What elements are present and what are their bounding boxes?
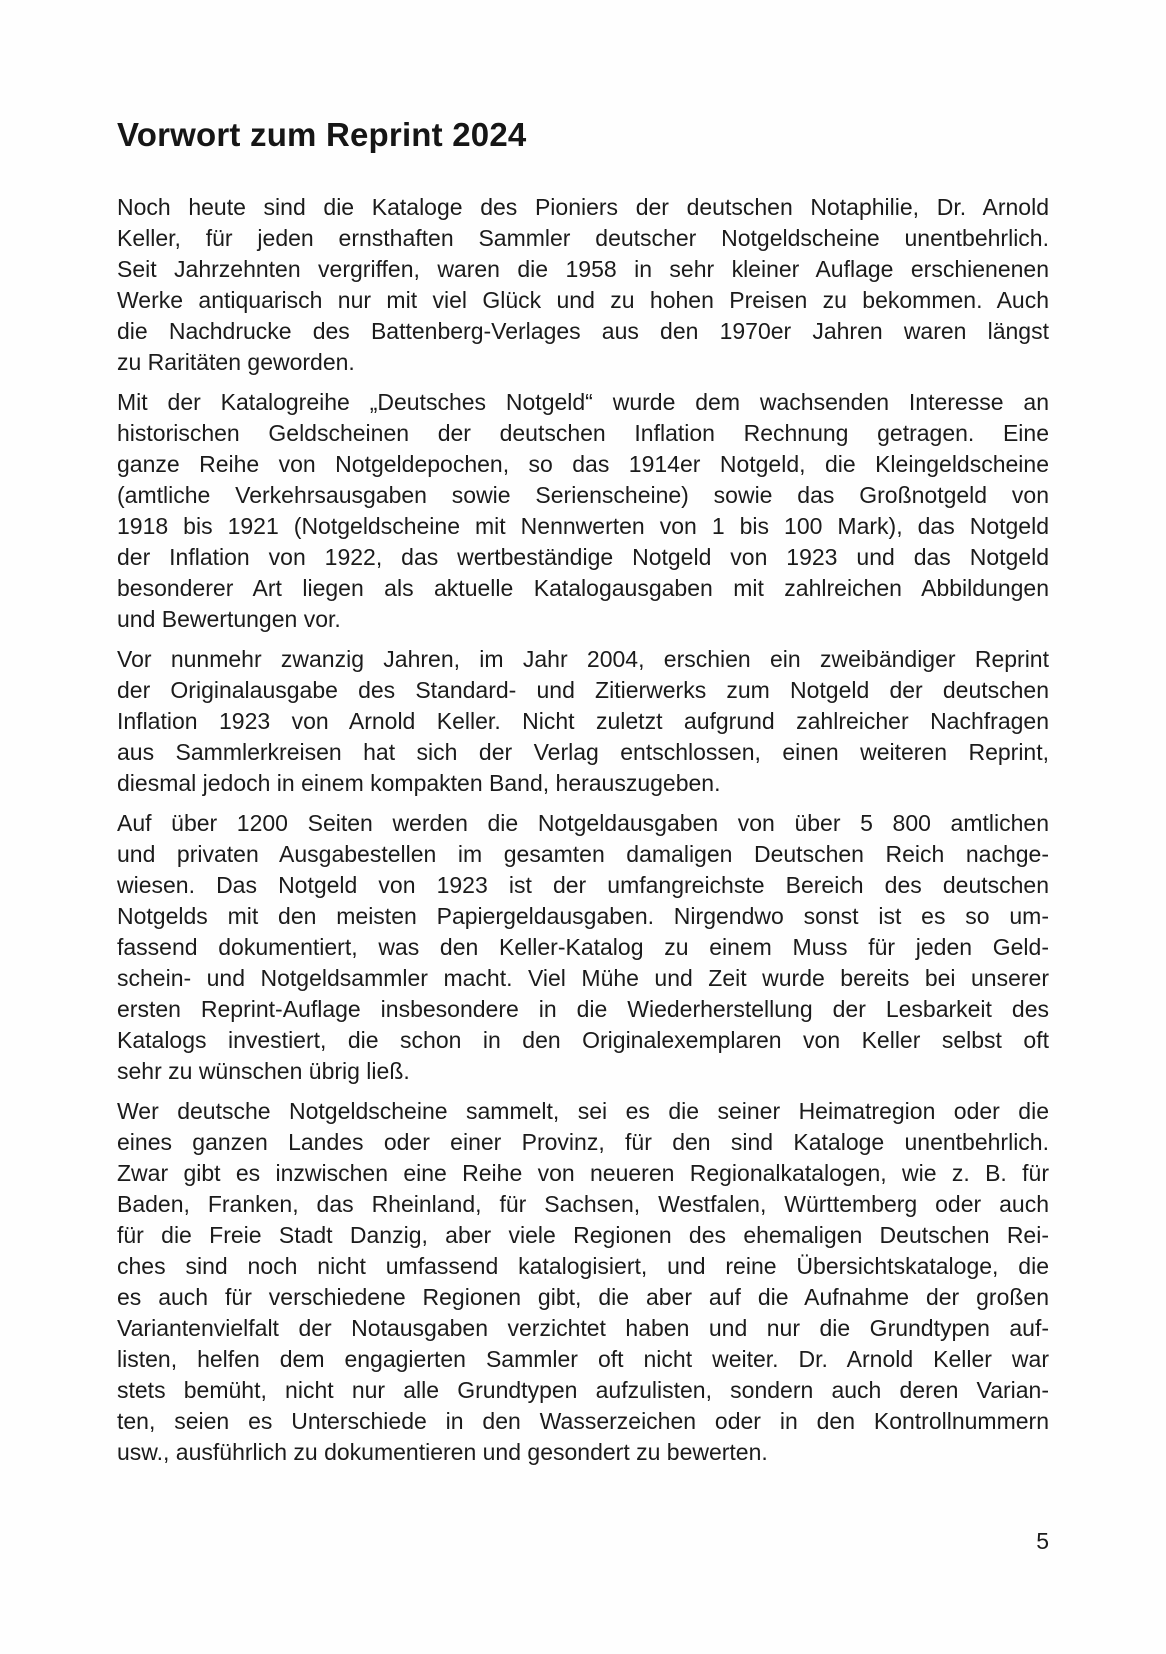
text-line: Mit der Katalogreihe „Deutsches Notgeld“ wurde dem wachsenden Interesse an xyxy=(117,389,1049,415)
text-line: (amtliche Verkehrsausgaben sowie Serienscheine) sowie das Großnotgeld von xyxy=(117,482,1049,508)
text-line: es auch für verschiedene Regionen gibt, die aber auf die Aufnahme der großen xyxy=(117,1284,1049,1310)
text-line: ches sind noch nicht umfassend katalogisiert, und reine Übersichtskataloge, die xyxy=(117,1253,1049,1279)
text-line: aus Sammlerkreisen hat sich der Verlag entschlossen, einen weiteren Reprint, xyxy=(117,739,1049,765)
text-line: Vor nunmehr zwanzig Jahren, im Jahr 2004, erschien ein zweibändiger Reprint xyxy=(117,646,1049,672)
page-title: Vorwort zum Reprint 2024 xyxy=(117,116,527,153)
text-line: und Bewertungen vor. xyxy=(117,606,341,632)
text-line: zu Raritäten geworden. xyxy=(117,349,355,375)
text-line: Inflation 1923 von Arnold Keller. Nicht zuletzt aufgrund zahlreicher Nachfragen xyxy=(117,708,1049,734)
text-line: besonderer Art liegen als aktuelle Katalogausgaben mit zahlreichen Abbildungen xyxy=(117,575,1049,601)
text-line: listen, helfen dem engagierten Sammler oft nicht weiter. Dr. Arnold Keller war xyxy=(117,1346,1049,1372)
text-line: Auf über 1200 Seiten werden die Notgeldausgaben von über 5 800 amtlichen xyxy=(117,810,1049,836)
paragraph xyxy=(117,644,1049,799)
text-line: Notgelds mit den meisten Papiergeldausgaben. Nirgendwo sonst ist es so um- xyxy=(117,903,1049,929)
text-line: Werke antiquarisch nur mit viel Glück und zu hohen Preisen zu bekommen. Auch xyxy=(117,287,1049,313)
text-line: Variantenvielfalt der Notausgaben verzichtet haben und nur die Grundtypen auf- xyxy=(117,1315,1049,1341)
text-line: der Originalausgabe des Standard- und Zitierwerks zum Notgeld der deutschen xyxy=(117,677,1049,703)
text-line: usw., ausführlich zu dokumentieren und gesondert zu bewerten. xyxy=(117,1439,768,1465)
text-line: Seit Jahrzehnten vergriffen, waren die 1958 in sehr kleiner Auflage erschienenen xyxy=(117,256,1049,282)
text-line: Baden, Franken, das Rheinland, für Sachsen, Westfalen, Württemberg oder auch xyxy=(117,1191,1049,1217)
text-line: eines ganzen Landes oder einer Provinz, für den sind Kataloge unentbehrlich. xyxy=(117,1129,1049,1155)
text-line: diesmal jedoch in einem kompakten Band, herauszugeben. xyxy=(117,770,721,796)
text-line: Noch heute sind die Kataloge des Pioniers der deutschen Notaphilie, Dr. Arnold xyxy=(117,194,1049,220)
text-line: 1918 bis 1921 (Notgeldscheine mit Nennwerten von 1 bis 100 Mark), das Notgeld xyxy=(117,513,1049,539)
text-line: schein- und Notgeldsammler macht. Viel Mühe und Zeit wurde bereits bei unserer xyxy=(117,965,1049,991)
text-line: der Inflation von 1922, das wertbeständige Notgeld von 1923 und das Notgeld xyxy=(117,544,1049,570)
text-line: ersten Reprint-Auflage insbesondere in die Wiederherstellung der Lesbarkeit des xyxy=(117,996,1049,1022)
paragraph xyxy=(117,387,1049,635)
text-line: stets bemüht, nicht nur alle Grundtypen aufzulisten, sondern auch deren Varian- xyxy=(117,1377,1049,1403)
text-line: sehr zu wünschen übrig ließ. xyxy=(117,1058,410,1084)
text-line: und privaten Ausgabestellen im gesamten damaligen Deutschen Reich nachge- xyxy=(117,841,1049,867)
text-line: historischen Geldscheinen der deutschen Inflation Rechnung getragen. Eine xyxy=(117,420,1049,446)
page-number: 5 xyxy=(1036,1528,1049,1554)
text-line: fassend dokumentiert, was den Keller-Katalog zu einem Muss für jeden Geld- xyxy=(117,934,1049,960)
text-line: ganze Reihe von Notgeldepochen, so das 1914er Notgeld, die Kleingeldscheine xyxy=(117,451,1049,477)
text-line: für die Freie Stadt Danzig, aber viele Regionen des ehemaligen Deutschen Rei- xyxy=(117,1222,1049,1248)
paragraph xyxy=(117,1096,1049,1468)
text-line: wiesen. Das Notgeld von 1923 ist der umfangreichste Bereich des deutschen xyxy=(117,872,1049,898)
text-line: Keller, für jeden ernsthaften Sammler deutscher Notgeldscheine unentbehrlich. xyxy=(117,225,1049,251)
document-body xyxy=(117,192,1049,1477)
text-line: Wer deutsche Notgeldscheine sammelt, sei es die seiner Heimatregion oder die xyxy=(117,1098,1049,1124)
text-line: Katalogs investiert, die schon in den Originalexemplaren von Keller selbst oft xyxy=(117,1027,1049,1053)
paragraph xyxy=(117,808,1049,1087)
paragraph xyxy=(117,192,1049,378)
text-line: die Nachdrucke des Battenberg-Verlages aus den 1970er Jahren waren längst xyxy=(117,318,1049,344)
text-line: ten, seien es Unterschiede in den Wasserzeichen oder in den Kontrollnummern xyxy=(117,1408,1049,1434)
text-line: Zwar gibt es inzwischen eine Reihe von neueren Regionalkatalogen, wie z. B. für xyxy=(117,1160,1049,1186)
